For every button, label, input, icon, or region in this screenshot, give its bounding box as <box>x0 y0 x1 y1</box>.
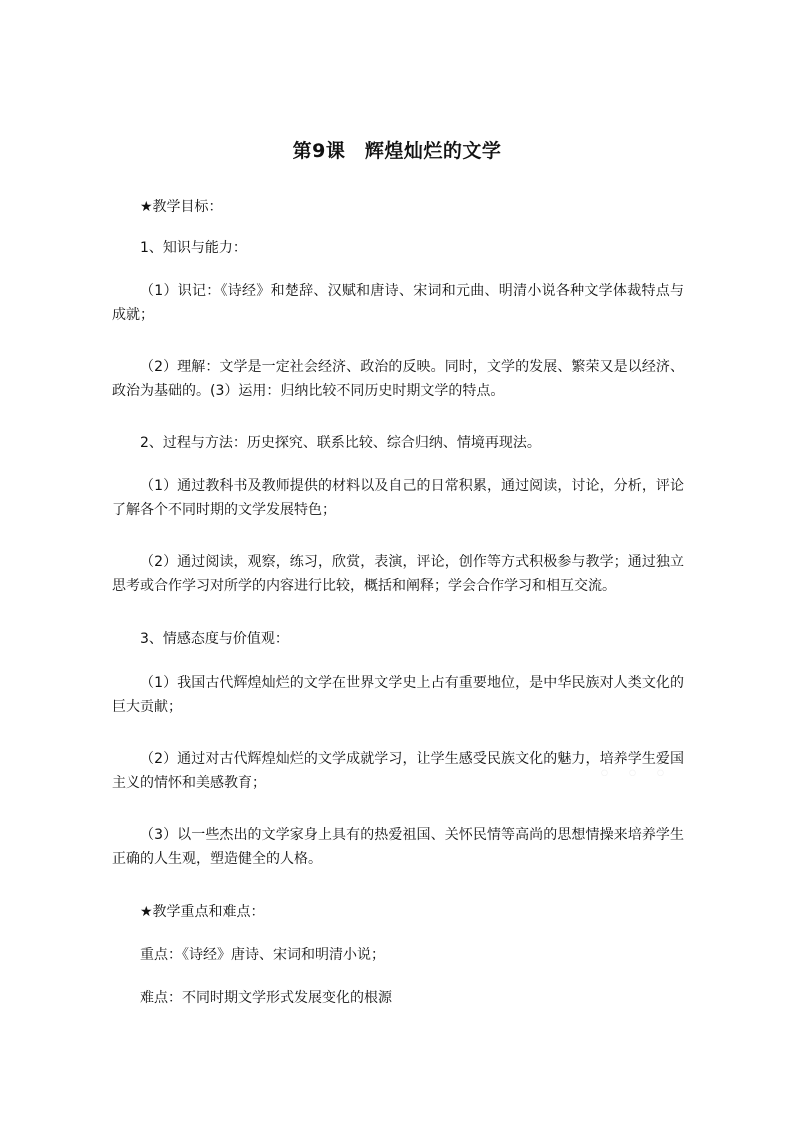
paragraph-emotion-3: （3）以一些杰出的文学家身上具有的热爱祖国、关怀民情等高尚的思想情操来培养学生正确的人生观，塑造健全的人格。 <box>112 827 684 867</box>
paragraph-method-2: （2）通过阅读，观察，练习，欣赏，表演，评论，创作等方式积极参与教学；通过独立思考或合作学习对所学的内容进行比较，概括和阐释；学会合作学习和相互交流。 <box>112 554 684 594</box>
paragraph-memorize: （1）识记：《诗经》和楚辞、汉赋和唐诗、宋词和元曲、明清小说各种文学体裁特点与成就； <box>112 283 684 323</box>
paragraph-key-difficult-heading: ★教学重点和难点： <box>140 904 265 920</box>
paragraph-key-points: 重点：《诗经》唐诗、宋词和明清小说； <box>140 947 385 963</box>
page-title: 第9课 辉煌灿烂的文学 <box>292 140 502 162</box>
paragraph-understand: （2）理解：文学是一定社会经济、政治的反映。同时，文学的发展、繁荣又是以经济、政治为基础的。(3）运用：归纳比较不同历史时期文学的特点。 <box>112 359 684 399</box>
paragraph-knowledge-ability: 1、知识与能力： <box>140 240 247 256</box>
paragraph-emotion-1: （1）我国古代辉煌灿烂的文学在世界文学史上占有重要地位，是中华民族对人类文化的巨大贡献； <box>112 675 684 715</box>
paragraph-emotion-values: 3、情感态度与价值观： <box>140 631 289 647</box>
paragraph-difficult-points: 难点：不同时期文学形式发展变化的根源 <box>140 990 392 1006</box>
paragraph-process-method: 2、过程与方法：历史探究、联系比较、综合归纳、情境再现法。 <box>140 435 541 451</box>
faint-watermark: ◦ ◦ ◦ <box>598 762 671 787</box>
paragraph-method-1: （1）通过教科书及教师提供的材料以及自己的日常积累，通过阅读，讨论，分析，评论了解各个不同时期的文学发展特色； <box>112 478 684 518</box>
paragraph-emotion-2: （2）通过对古代辉煌灿烂的文学成就学习，让学生感受民族文化的魅力，培养学生爱国主义的情怀和美感教育； <box>112 751 684 791</box>
paragraph-teaching-goals-heading: ★教学目标： <box>140 199 223 215</box>
